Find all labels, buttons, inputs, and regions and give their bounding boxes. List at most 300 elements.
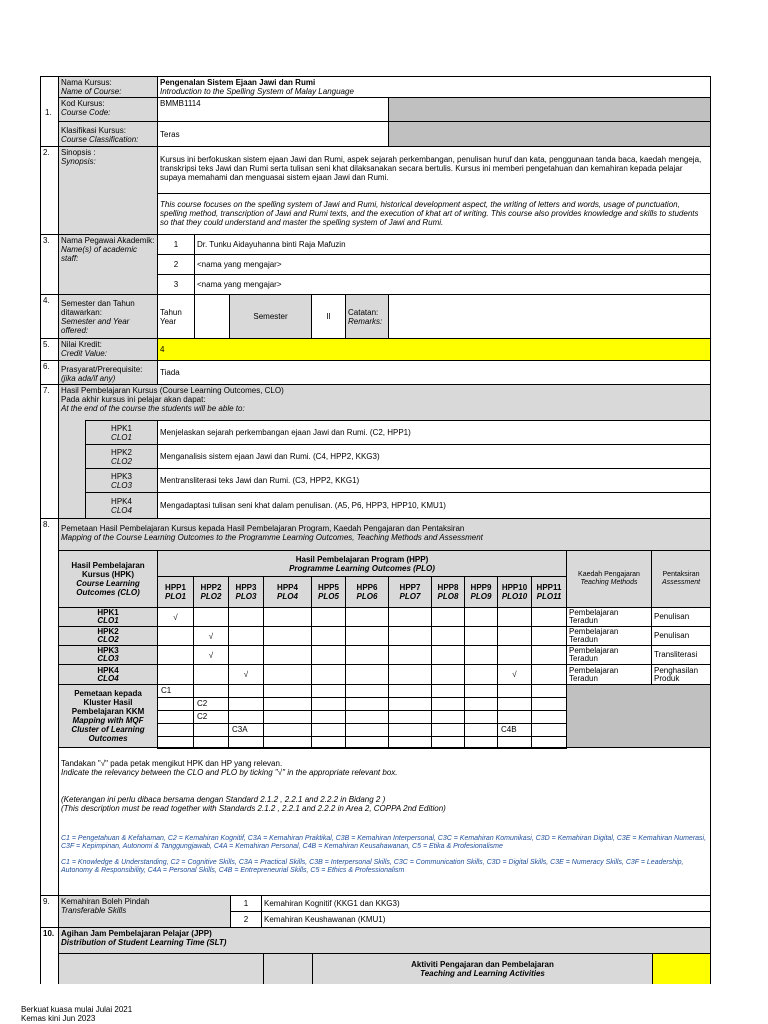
teaching-method: Pembelajaran Teradun xyxy=(569,608,619,625)
mqf-cell xyxy=(157,697,194,711)
mqf-cluster-code: C1 xyxy=(161,686,172,695)
staff-name-text: Dr. Tunku Aidayuhanna binti Raja Mafuzin xyxy=(197,240,346,249)
mapping-cell xyxy=(531,645,567,665)
plo-code: PLO1 xyxy=(165,592,186,601)
prereq-value-text: Tiada xyxy=(160,368,180,377)
course-class-value xyxy=(157,121,389,147)
teaching-method: Pembelajaran Teradun xyxy=(569,646,619,663)
course-name-value xyxy=(157,76,711,98)
label-ms: Semester dan Tahun ditawarkan: xyxy=(61,299,135,317)
mqf-cell xyxy=(497,723,532,737)
mapping-cell xyxy=(311,607,346,627)
clo-sub: Pada akhir kursus ini pelajar akan dapat: xyxy=(61,395,206,404)
label-en: Transferable Skills xyxy=(61,906,127,915)
clo-text-cell xyxy=(157,492,711,519)
course-class-label xyxy=(58,121,158,147)
mqf-cell xyxy=(464,723,498,737)
hpp-code: HPP3 xyxy=(235,583,257,592)
plo-header-cell xyxy=(345,576,389,608)
mapping-cell xyxy=(464,664,498,685)
hpk-code: HPK3 xyxy=(97,646,119,655)
hpp-code: HPP5 xyxy=(318,583,339,592)
mapping-cell xyxy=(431,645,465,665)
hpk-code: HPK1 xyxy=(97,608,119,617)
synopsis-en xyxy=(157,193,711,235)
slt-col2 xyxy=(263,953,313,984)
section-number-cell xyxy=(40,234,59,295)
mqf-cell xyxy=(157,723,194,737)
mqf-cell xyxy=(263,684,312,698)
mqf-cell xyxy=(193,723,229,737)
mapping-cell xyxy=(388,645,432,665)
clo-text-cell xyxy=(157,420,711,445)
teaching-method: Pembelajaran Teradun xyxy=(569,665,619,683)
assessment: Penghasilan Produk xyxy=(654,665,699,683)
staff-number xyxy=(157,254,195,275)
mapping-cell xyxy=(464,626,498,646)
mqf-cluster-code: C2 xyxy=(197,712,208,721)
mqf-cluster-code: C4B xyxy=(501,725,517,734)
semester-value xyxy=(311,294,346,339)
label-ms: Sinopsis : xyxy=(61,148,96,157)
teaching-method-cell xyxy=(566,645,652,665)
mqf-label-ms: Pemetaan kepada Kluster Hasil Pembelajaran KKM xyxy=(71,689,145,716)
mqf-cell xyxy=(388,710,432,724)
mqf-cell xyxy=(157,710,194,724)
mqf-cell xyxy=(345,684,389,698)
mqf-cell xyxy=(193,697,229,711)
mqf-cell xyxy=(345,723,389,737)
hpp-code: HPP2 xyxy=(200,583,222,592)
slt-activities-header xyxy=(312,953,653,984)
label-en: Distribution of Student Learning Time (SLT) xyxy=(61,938,227,947)
staff-no: 2 xyxy=(173,260,179,269)
course-class: Teras xyxy=(160,129,180,139)
mqf-cell xyxy=(388,723,432,737)
mapping-cell xyxy=(311,645,346,665)
hpp-header-en: Programme Learning Outcomes (PLO) xyxy=(289,563,435,573)
hpp-code: HPP7 xyxy=(399,583,421,592)
mqf-cell xyxy=(497,710,532,724)
section-number: 8. xyxy=(43,520,50,529)
note-ms: Tandakan "√" pada petak mengikut HPK dan HP yang relevan. xyxy=(61,759,283,768)
mapping-cell xyxy=(497,607,532,627)
plo-header-cell xyxy=(157,576,194,608)
label-ms: Klasifikasi Kursus: xyxy=(61,126,126,135)
plo-code: PLO10 xyxy=(501,592,528,601)
footer-updated: Kemas kini Jun 2023 xyxy=(21,1014,96,1023)
staff-label xyxy=(58,234,158,295)
blank-shaded-cell xyxy=(388,97,711,122)
mapping-cell xyxy=(497,645,532,665)
tick-mark: √ xyxy=(512,670,517,679)
clo-code-cell xyxy=(85,492,158,519)
clo-code: CLO4 xyxy=(111,505,132,515)
plo-code: PLO9 xyxy=(470,592,492,601)
mqf-cluster-code: C3A xyxy=(232,725,248,734)
skill-text xyxy=(261,911,711,928)
staff-number xyxy=(157,234,195,255)
plo-code: PLO7 xyxy=(399,592,421,601)
course-code-label xyxy=(58,97,158,122)
kaedah-header xyxy=(566,550,652,608)
mqf-cell xyxy=(311,723,346,737)
label-ms: Nama Pegawai Akademik: xyxy=(61,236,155,245)
staff-name xyxy=(194,254,711,275)
year-en: Year xyxy=(160,316,177,326)
assessment: Transliterasi xyxy=(654,650,698,659)
mapping-cell xyxy=(228,664,264,685)
hpk-code: HPK1 xyxy=(111,423,132,433)
slt-yellow-cell xyxy=(652,953,711,984)
plo-code: PLO4 xyxy=(277,592,298,601)
staff-name xyxy=(194,274,711,295)
mqf-cell xyxy=(497,684,532,698)
mqf-cell xyxy=(228,684,264,698)
hpk-code: HPK2 xyxy=(97,627,119,636)
section-number-cell xyxy=(40,146,59,235)
mqf-cell xyxy=(193,710,229,724)
synopsis-label xyxy=(58,146,158,235)
hpp-code: HPP11 xyxy=(536,583,562,592)
note-en: Indicate the relevancy between the CLO and PLO by ticking "√" in the appropriate relevant box. xyxy=(61,768,398,777)
prereq-value xyxy=(157,360,711,385)
label-en: (jika ada/if any) xyxy=(61,374,116,383)
mapping-row-label xyxy=(58,664,158,685)
assessment-cell xyxy=(651,626,711,646)
clo-code-cell xyxy=(85,420,158,445)
assessment: Penulisan xyxy=(654,631,690,640)
tick-mark: √ xyxy=(173,612,178,622)
mqf-cell xyxy=(263,723,312,737)
mapping-cell xyxy=(431,607,465,627)
mqf-shaded xyxy=(566,684,711,748)
section-number: 10. xyxy=(43,929,55,938)
mqf-cell xyxy=(464,710,498,724)
year-ms: Tahun xyxy=(160,307,182,317)
section-number: 6. xyxy=(43,362,50,371)
mapping-cell xyxy=(311,626,346,646)
mapping-cell xyxy=(157,664,194,685)
activities-en: Teaching and Learning Activities xyxy=(420,969,545,978)
plo-code: PLO2 xyxy=(200,592,222,601)
plo-code: PLO3 xyxy=(235,592,257,601)
clo-text-cell xyxy=(157,468,711,493)
label-en: Credit Value: xyxy=(61,349,107,358)
plo-code: PLO8 xyxy=(437,592,459,601)
hpp-code: HPP8 xyxy=(437,583,459,592)
year-label xyxy=(157,294,195,339)
staff-name-text: <nama yang mengajar> xyxy=(197,260,282,269)
mapping-cell xyxy=(388,626,432,646)
remarks-value xyxy=(388,294,711,339)
mapping-cell xyxy=(531,664,567,685)
semester-text: Semester xyxy=(253,312,288,321)
mapping-cell xyxy=(193,664,229,685)
mapping-cell xyxy=(157,645,194,665)
skill-text-value: Kemahiran Kognitif (KKG1 dan KKG3) xyxy=(264,899,400,908)
hpk-code: HPK4 xyxy=(111,496,132,506)
footer-effective: Berkuat kuasa mulai Julai 2021 xyxy=(21,1005,133,1014)
semester-header xyxy=(229,294,312,339)
label-ms: Nama Kursus: xyxy=(61,78,112,87)
skill-number xyxy=(230,895,262,912)
credit-value-text: 4 xyxy=(160,345,165,354)
mqf-cluster-code: C2 xyxy=(197,699,208,708)
teaching-method-cell xyxy=(566,626,652,646)
clo-code: CLO3 xyxy=(111,480,132,490)
mapping-cell xyxy=(431,664,465,685)
clo-code-cell xyxy=(85,468,158,493)
mqf-cell xyxy=(157,684,194,698)
mapping-cell xyxy=(388,664,432,685)
label-en: Synopsis: xyxy=(61,157,96,166)
mapping-row-label xyxy=(58,645,158,665)
label-ms: Nilai Kredit: xyxy=(61,340,102,349)
hpp-header xyxy=(157,550,567,577)
mqf-cell xyxy=(311,710,346,724)
clo-sub-en: At the end of the course the students will be able to: xyxy=(61,404,245,413)
slt-col1 xyxy=(58,953,264,984)
plo-header-cell xyxy=(193,576,229,608)
mqf-cell xyxy=(464,697,498,711)
mqf-cell xyxy=(531,697,567,711)
hpp-code: HPP4 xyxy=(277,583,298,592)
staff-no: 1 xyxy=(173,240,179,249)
mqf-cell xyxy=(464,684,498,698)
staff-name xyxy=(194,234,711,255)
clo-code: CLO1 xyxy=(97,616,119,625)
blank-shaded-cell xyxy=(388,121,711,147)
mqf-cell xyxy=(345,697,389,711)
mqf-cell xyxy=(431,697,465,711)
mapping-cell xyxy=(228,645,264,665)
mqf-label xyxy=(58,684,158,748)
hpp-code: HPP1 xyxy=(165,583,186,592)
plo-header-cell xyxy=(464,576,498,608)
mapping-cell xyxy=(345,607,389,627)
mapping-cell xyxy=(388,607,432,627)
clo-code: CLO1 xyxy=(111,432,132,442)
mqf-cell xyxy=(228,710,264,724)
mapping-cell xyxy=(464,607,498,627)
kaedah-header-ms: Kaedah Pengajaran xyxy=(578,571,640,578)
section-number-cell xyxy=(40,76,59,147)
credit-value xyxy=(157,338,711,361)
mapping-cell xyxy=(193,626,229,646)
section-number: 4. xyxy=(43,296,50,305)
mapping-cell xyxy=(464,645,498,665)
mapping-cell xyxy=(531,607,567,627)
section-number: 5. xyxy=(43,340,50,349)
mapping-notes xyxy=(58,747,711,896)
mqf-cell xyxy=(311,684,346,698)
synopsis-text-en: This course focuses on the spelling system of Jawi and Rumi, historical development aspect, the writing of letters and words, usage of punctuation, spelling method, transcription of Jawi and Rumi texts, and the execution of khat art of writing. This course also provides knowledge and skills to students so that they could understand and master the spelling system of Jawi and Rumi. xyxy=(160,200,699,227)
mapping-row-label xyxy=(58,607,158,627)
mapping-cell xyxy=(345,626,389,646)
section-number-cell xyxy=(40,927,59,984)
mapping-cell xyxy=(157,607,194,627)
course-code-value xyxy=(157,97,389,122)
assessment-cell xyxy=(651,664,711,685)
mapping-cell xyxy=(311,664,346,685)
section-number-cell xyxy=(40,384,59,519)
legend-en: C1 = Knowledge & Understanding, C2 = Cognitive Skills, C3A = Practical Skills, C3B = Interpersonal Skills, C3C = Communication Skills, C3D = Digital Skills, C3E = Numeracy Skills, C3F = Leadership, Autonomy & Responsibility, C4A = Personal Skills, C4B = Entrepreneurial Skills, C5 = Ethics & Professionalism xyxy=(61,859,684,874)
assessment-header xyxy=(651,550,711,608)
semester-label xyxy=(58,294,158,339)
hpk-header-ms: Hasil Pembelajaran Kursus (HPK) xyxy=(71,561,145,579)
clo-code: CLO2 xyxy=(111,456,132,466)
clo-code: CLO4 xyxy=(97,673,119,683)
mapping-cell xyxy=(263,607,312,627)
prereq-label xyxy=(58,360,158,385)
mqf-cell xyxy=(193,684,229,698)
section-number: 7. xyxy=(43,386,50,395)
label-en: Semester and Year offered: xyxy=(61,317,130,335)
synopsis-text-ms: Kursus ini berfokuskan sistem ejaan Jawi dan Rumi, aspek sejarah perkembangan, penulisan huruf dan kata, penggunaan tanda baca, kaedah mengeja, transkripsi teks Jawi dan Rumi serta tulisan seni khat dilaksanakan secara bertulis. Kursus ini memberi pengetahuan dan kemahiran kepada pelajar supaya memahami dan menguasai sistem ejaan Jawi dan Rumi. xyxy=(160,155,702,182)
mapping-cell xyxy=(263,645,312,665)
section-number-cell xyxy=(40,338,59,361)
mqf-cell xyxy=(228,697,264,711)
mqf-cell xyxy=(263,697,312,711)
plo-header-cell xyxy=(497,576,532,608)
label-ms: Kemahiran Boleh Pindah xyxy=(61,897,150,906)
clo-code: CLO2 xyxy=(97,635,119,644)
mapping-title-en: Mapping of the Course Learning Outcomes to the Programme Learning Outcomes, Teaching Methods and Assessment xyxy=(61,533,483,542)
credit-label xyxy=(58,338,158,361)
course-name: Pengenalan Sistem Ejaan Jawi dan Rumi xyxy=(160,78,316,87)
transferable-label xyxy=(58,895,231,928)
section-number-cell xyxy=(40,360,59,385)
hpp-code: HPP9 xyxy=(470,583,492,592)
assessment-header-ms: Pentaksiran xyxy=(662,571,700,578)
clo-header xyxy=(58,384,711,421)
course-name-en: Introduction to the Spelling System of Malay Language xyxy=(160,87,354,96)
mapping-cell xyxy=(157,626,194,646)
hpk-code: HPK3 xyxy=(111,471,132,481)
hpp-header-ms: Hasil Pembelajaran Program (HPP) xyxy=(295,554,429,564)
plo-header-cell xyxy=(263,576,312,608)
mapping-cell xyxy=(228,607,264,627)
mapping-cell xyxy=(497,664,532,685)
remarks-en: Remarks: xyxy=(348,316,383,326)
mqf-cell xyxy=(431,684,465,698)
mqf-cell xyxy=(531,710,567,724)
clo-text: Mentransliterasi teks Jawi dan Rumi. (C3, HPP2, KKG1) xyxy=(160,476,360,485)
mapping-title: Pemetaan Hasil Pembelajaran Kursus kepada Hasil Pembelajaran Program, Kaedah Pengajaran dan Pentaksiran xyxy=(61,524,465,533)
staff-name-text: <nama yang mengajar> xyxy=(197,280,282,289)
mqf-cell xyxy=(311,697,346,711)
skill-number xyxy=(230,911,262,928)
label-en: Name(s) of academic staff: xyxy=(61,245,138,263)
tick-mark: √ xyxy=(208,631,214,641)
section-number-cell xyxy=(40,294,59,339)
section-number: 1. xyxy=(45,108,52,117)
mqf-cell xyxy=(388,684,432,698)
year-value xyxy=(194,294,230,339)
synopsis-ms xyxy=(157,146,711,194)
mapping-header xyxy=(58,518,711,551)
tick-mark: √ xyxy=(243,670,249,679)
kaedah-header-en: Teaching Methods xyxy=(580,579,638,586)
mqf-cell xyxy=(531,723,567,737)
plo-header-cell xyxy=(431,576,465,608)
label-ms: Agihan Jam Pembelajaran Pelajar (JPP) xyxy=(61,929,212,938)
mqf-cell xyxy=(345,710,389,724)
mapping-cell xyxy=(193,645,229,665)
mqf-cell xyxy=(388,697,432,711)
clo-title: Hasil Pembelajaran Kursus (Course Learning Outcomes, CLO) xyxy=(61,386,284,395)
staff-number xyxy=(157,274,195,295)
activities-ms: Aktiviti Pengajaran dan Pembelajaran xyxy=(411,960,554,969)
teaching-method-cell xyxy=(566,664,652,685)
mapping-cell xyxy=(497,626,532,646)
teaching-method: Pembelajaran Teradun xyxy=(569,627,619,644)
mapping-row-label xyxy=(58,626,158,646)
note2-ms: (Keterangan ini perlu dibaca bersama dengan Standard 2.1.2 , 2.2.1 and 2.2.2 in Bidang 2 ) xyxy=(61,795,386,804)
note2-en: (This description must be read together with Standards 2.1.2 , 2.2.1 and 2.2.2 in Area 2, COPPA 2nd Edition) xyxy=(61,804,446,813)
mqf-cell xyxy=(263,710,312,724)
mqf-cell xyxy=(431,723,465,737)
mqf-cell xyxy=(228,723,264,737)
course-code: BMMB1114 xyxy=(160,99,201,108)
mapping-cell xyxy=(263,626,312,646)
teaching-method-cell xyxy=(566,607,652,627)
skill-text-value: Kemahiran Keushawanan (KMU1) xyxy=(264,915,386,924)
plo-code: PLO6 xyxy=(356,592,378,601)
section-number: 9. xyxy=(43,897,50,906)
hpk-code: HPK4 xyxy=(97,665,119,675)
mapping-cell xyxy=(531,626,567,646)
mapping-cell xyxy=(193,607,229,627)
mqf-cell xyxy=(531,684,567,698)
section-number: 2. xyxy=(43,148,50,157)
clo-code: CLO3 xyxy=(97,654,119,663)
label-en: Name of Course: xyxy=(61,87,122,96)
tick-mark: √ xyxy=(208,650,214,660)
label-ms: Kod Kursus: xyxy=(61,99,105,108)
plo-code: PLO11 xyxy=(536,592,562,601)
skill-text xyxy=(261,895,711,912)
assessment-header-en: Assessment xyxy=(661,579,701,586)
section-number-cell xyxy=(40,518,59,896)
mqf-cell xyxy=(431,710,465,724)
skill-no: 2 xyxy=(243,915,249,924)
skill-no: 1 xyxy=(243,899,249,908)
mapping-cell xyxy=(431,626,465,646)
staff-no: 3 xyxy=(173,280,179,289)
clo-text: Mengadaptasi tulisan seni khat dalam penulisan. (A5, P6, HPP3, HPP10, KMU1) xyxy=(160,501,446,510)
clo-text: Menganalisis sistem ejaan Jawi dan Rumi. (C4, HPP2, KKG3) xyxy=(160,452,380,461)
clo-code-cell xyxy=(85,444,158,469)
slt-header xyxy=(58,927,711,954)
mapping-cell xyxy=(263,664,312,685)
plo-code: PLO5 xyxy=(318,592,339,601)
plo-header-cell xyxy=(228,576,264,608)
label-en: Course Classification: xyxy=(61,135,139,144)
course-name-label xyxy=(58,76,158,98)
remarks-ms: Catatan: xyxy=(348,307,379,317)
semester-value-text: II xyxy=(326,312,331,321)
clo-text: Menjelaskan sejarah perkembangan ejaan Jawi dan Rumi. (C2, HPP1) xyxy=(160,428,411,437)
hpk-header xyxy=(58,550,158,608)
mqf-label-en: Mapping with MQF Cluster of Learning Outcomes xyxy=(71,716,145,743)
assessment-cell xyxy=(651,607,711,627)
mapping-cell xyxy=(345,645,389,665)
section-number: 3. xyxy=(43,236,50,245)
legend-ms: C1 = Pengetahuan & Kefahaman, C2 = Kemahiran Kognitif, C3A = Kemahiran Praktikal, C3B = Kemahiran Interpersonal, C3C = Kemahiran Komunikasi, C3D = Kemahiran Digital, C3E = Kemahiran Numerasi, C3F = Kepimpinan, Autonomi & Tanggungjawab, C4A = Kemahiran Personal, C4B = Kemahiran Keusahawanan, C5 = Etika & Profesionalisme xyxy=(61,835,707,850)
hpk-code: HPK2 xyxy=(111,447,132,457)
